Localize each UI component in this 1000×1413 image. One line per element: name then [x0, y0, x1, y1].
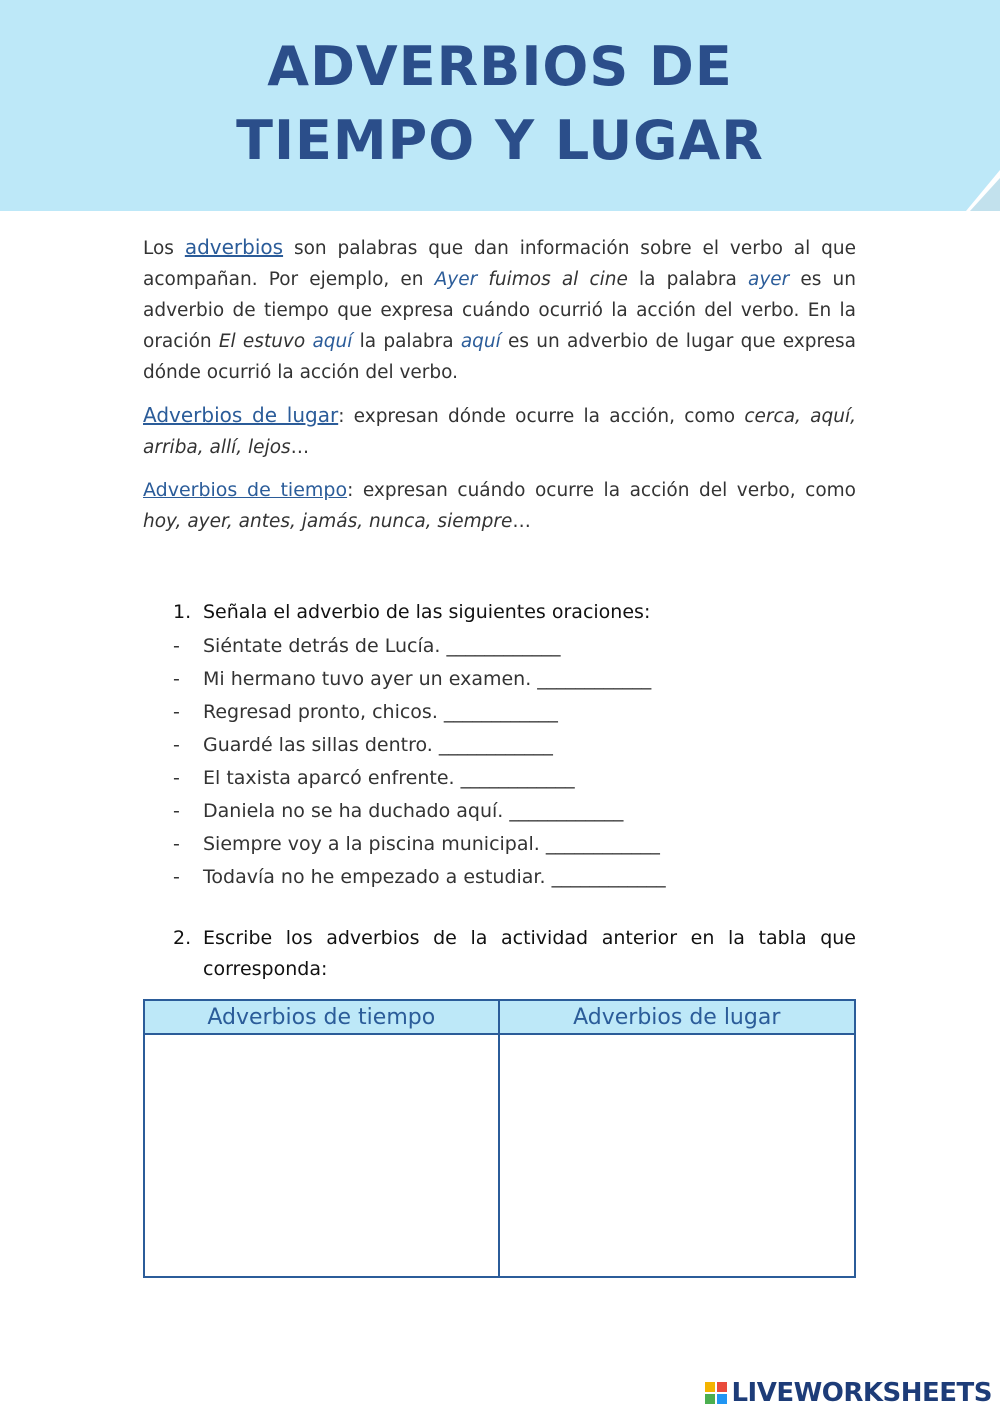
page-curl-shadow [970, 178, 1000, 211]
exercise-1-sentence[interactable]: Guardé las sillas dentro. ____________ [203, 734, 553, 756]
exercise-1-item [143, 861, 856, 894]
answer-table [143, 999, 856, 1278]
page-title [0, 30, 1000, 178]
title-line-2: TIEMPO Y LUGAR [236, 109, 764, 172]
exercise-1-sentence[interactable]: El taxista aparcó enfrente. ____________ [203, 767, 575, 789]
exercise-1-list [143, 630, 856, 894]
logo-icon [705, 1382, 727, 1404]
exercise-1-sentence[interactable]: Siempre voy a la piscina municipal. ____________ [203, 833, 660, 855]
list-dash: - [173, 866, 180, 888]
exercise-1-item [143, 762, 856, 795]
exercise-2-instruction: Escribe los adverbios de la actividad anterior en la tabla que corresponda [203, 927, 856, 980]
exercise-1-number: 1. [173, 601, 192, 623]
exercise-1 [143, 597, 856, 894]
liveworksheets-logo [705, 1378, 992, 1408]
title-line-1: ADVERBIOS DE [267, 35, 733, 98]
logo-text: LIVEWORKSHEETS [731, 1378, 992, 1408]
exercise-1-item [143, 696, 856, 729]
list-dash: - [173, 635, 180, 657]
tiempo-drop-cell[interactable] [145, 1035, 500, 1276]
adverbios-link[interactable]: adverbios [184, 235, 284, 259]
exercise-2-number: 2. [173, 927, 192, 949]
exercise-1-heading: 1. Señala el adverbio de las siguientes oraciones: [143, 597, 856, 628]
exercise-2 [143, 923, 856, 985]
exercise-1-item [143, 828, 856, 861]
table-header-lugar: Adverbios de lugar [500, 1001, 855, 1035]
list-dash: - [173, 668, 180, 690]
exercise-1-item [143, 729, 856, 762]
list-dash: - [173, 800, 180, 822]
lugar-link[interactable]: Adverbios de lugar [143, 403, 339, 427]
list-dash: - [173, 767, 180, 789]
lugar-definition: Adverbios de lugar: expresan dónde ocurre la acción, como cerca, aquí, arriba, allí, lejos… [143, 403, 856, 458]
table-header-tiempo: Adverbios de tiempo [145, 1001, 500, 1035]
list-dash: - [173, 833, 180, 855]
exercise-1-sentence[interactable]: Mi hermano tuvo ayer un examen. ____________ [203, 668, 652, 690]
list-dash: - [173, 701, 180, 723]
lugar-drop-cell[interactable] [500, 1035, 855, 1276]
exercise-1-item [143, 795, 856, 828]
intro-paragraph: Los adverbios son palabras que dan información sobre el verbo al que acompañan. Por ejemplo, en Ayer fuimos al cine la palabra ayer es un adverbio de tiempo que expresa cuándo ocurrió la acción del verbo. En la oración El estuvo aquí la palabra aquí es un adverbio de lugar que expresa dónde ocurrió la acción del verbo. [143, 235, 856, 383]
exercise-1-sentence[interactable]: Todavía no he empezado a estudiar. ____________ [203, 866, 666, 888]
exercise-1-item [143, 663, 856, 696]
exercise-1-sentence[interactable]: Siéntate detrás de Lucía. ____________ [203, 635, 561, 657]
tiempo-definition: Adverbios de tiempo: expresan cuándo ocurre la acción del verbo, como hoy, ayer, antes, jamás, nunca, siempre… [143, 479, 856, 532]
list-dash: - [173, 734, 180, 756]
exercise-2-heading: 2. Escribe los adverbios de la actividad anterior en la tabla que corresponda: [143, 923, 856, 985]
intro-section [143, 232, 856, 549]
exercise-1-sentence[interactable]: Daniela no se ha duchado aquí. ____________ [203, 800, 624, 822]
tiempo-link[interactable]: Adverbios de tiempo [143, 479, 348, 501]
exercise-1-item [143, 630, 856, 663]
exercise-1-instruction: Señala el adverbio de las siguientes oraciones [203, 601, 644, 623]
exercise-1-sentence[interactable]: Regresad pronto, chicos. ____________ [203, 701, 558, 723]
